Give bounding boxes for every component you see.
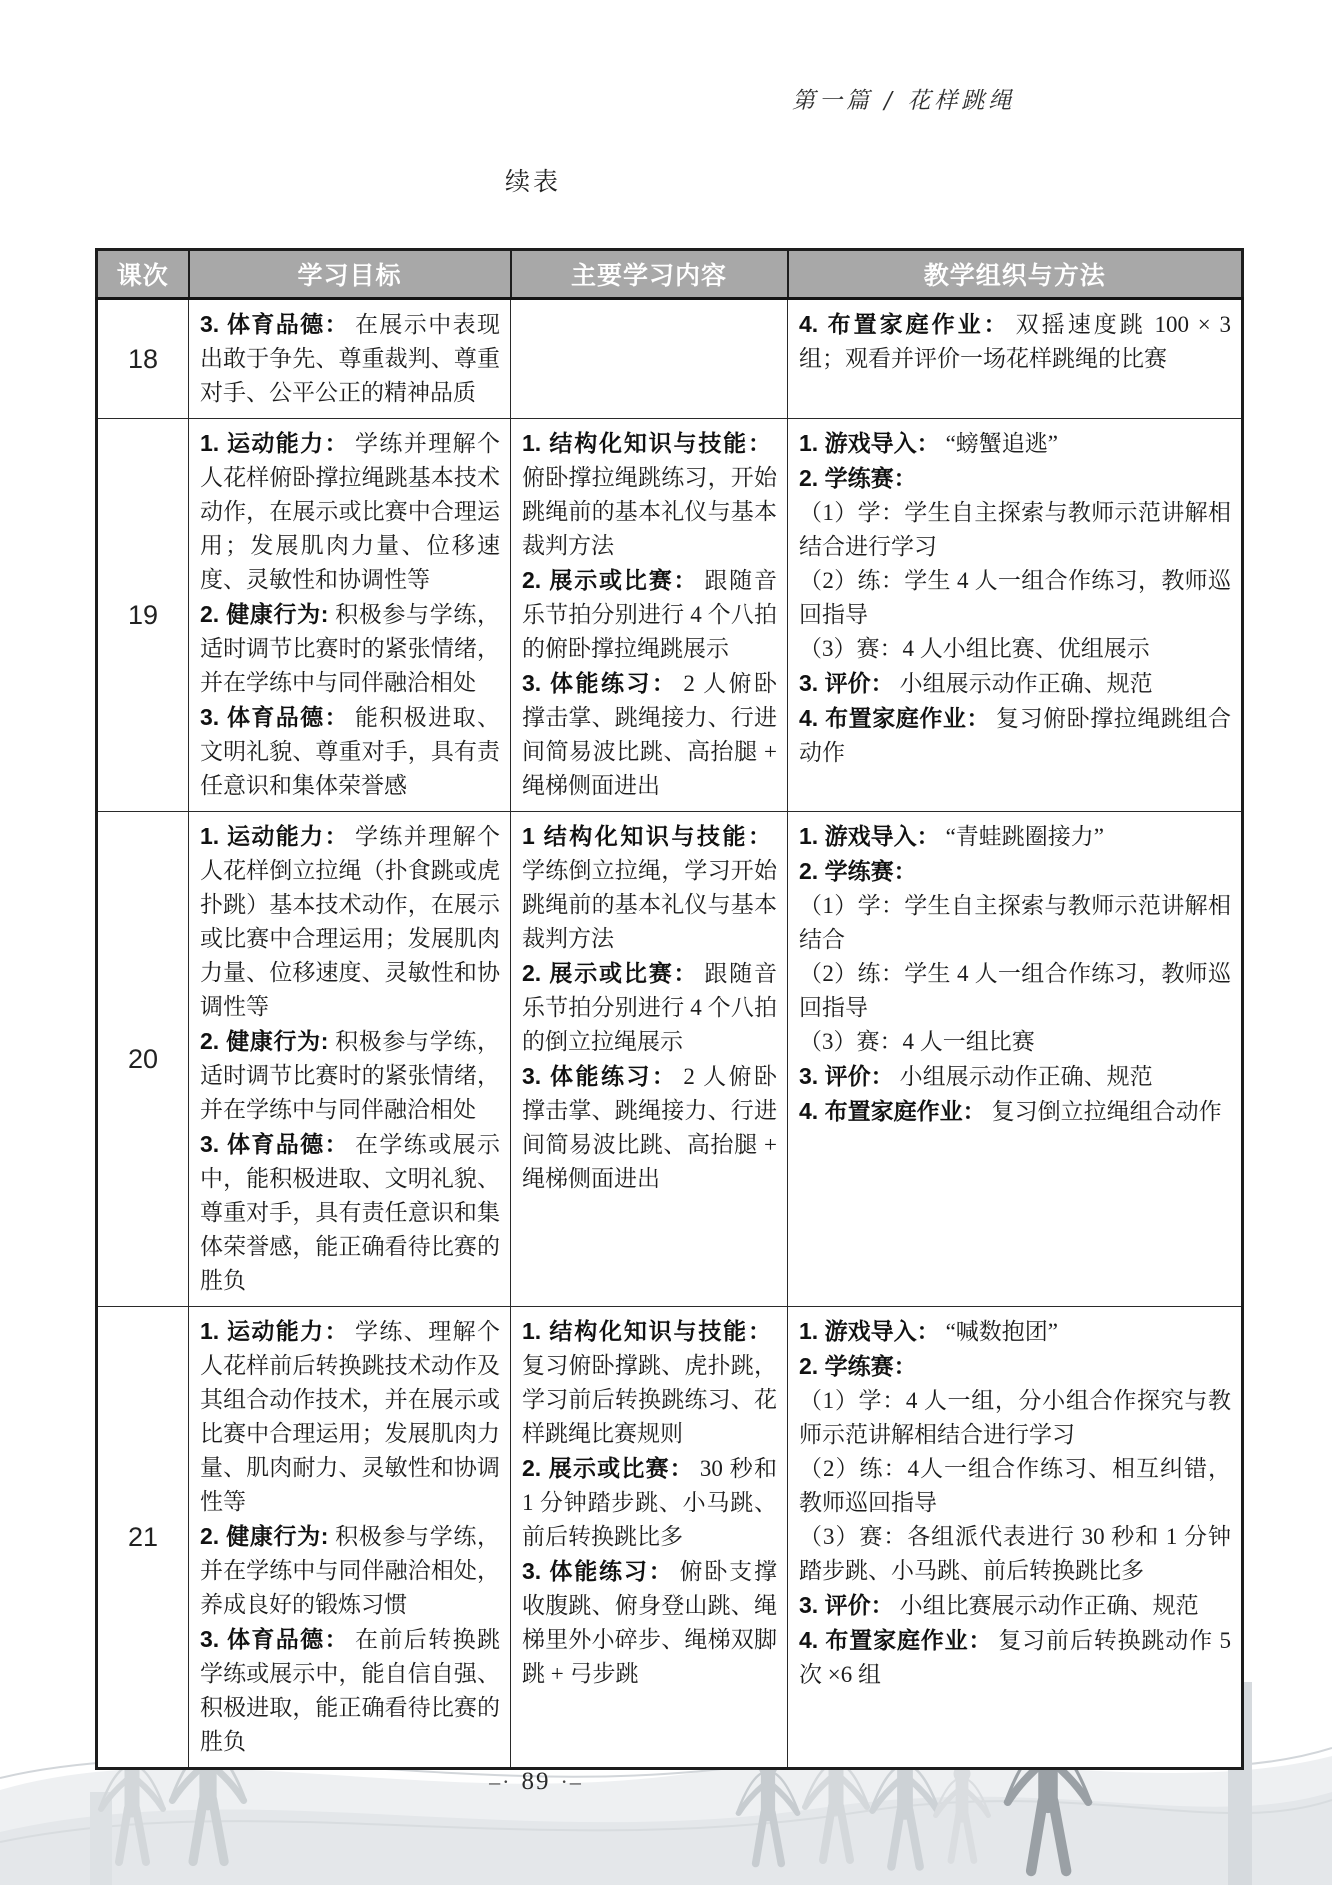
objectives-cell [189,299,511,419]
paragraph: 3. 评价： 小组比赛展示动作正确、规范 [799,1592,1199,1618]
paragraph: 3. 体育品德： 在学练或展示中，能积极进取、文明礼貌、尊重对手，具有责任意识和集体荣誉感，能正确看待比赛的胜负 [200,1131,500,1293]
paragraph: 4. 布置家庭作业： 复习俯卧撑拉绳跳组合动作 [799,705,1232,765]
paragraph: 4. 布置家庭作业： 复习前后转换跳动作 5 次 ×6 组 [799,1627,1232,1687]
paragraph: 2. 展示或比赛： 跟随音乐节拍分别进行 4 个八拍的倒立拉绳展示 [522,960,778,1054]
running-title: 第一篇 / 花样跳绳 [792,88,1016,114]
table-row [97,299,1243,419]
table-caption: 续表 [505,169,562,196]
paragraph: （1）学：学生自主探索与教师示范讲解相结合 [799,893,1231,952]
paragraph: 1. 运动能力： 学练、理解个人花样前后转换跳技术动作及其组合动作技术，并在展示或比赛中合理运用；发展肌肉力量、肌肉耐力、灵敏性和协调性等 [200,1318,500,1514]
content-cell [511,299,788,419]
column-header-content: 主要学习内容 [511,250,788,299]
paragraph: （2）练：4人一组合作练习、相互纠错，教师巡回指导 [799,1456,1231,1515]
paragraph: 3. 体育品德： 能积极进取、文明礼貌、尊重对手，具有责任意识和集体荣誉感 [200,704,500,798]
paragraph: 2. 展示或比赛： 30 秒和 1 分钟踏步跳、小马跳、前后转换跳比多 [522,1455,777,1549]
lesson-number: 20 [97,812,189,1307]
paragraph: 3. 评价： 小组展示动作正确、规范 [799,1063,1153,1089]
paragraph: 4. 布置家庭作业： 复习倒立拉绳组合动作 [799,1098,1222,1124]
objectives-cell [189,812,511,1307]
paragraph: 2. 健康行为: 积极参与学练，适时调节比赛时的紧张情绪，并在学练中与同伴融洽相处 [200,601,500,695]
paragraph: （1）学：4 人一组，分小组合作探究与教师示范讲解相结合进行学习 [799,1388,1231,1447]
methods-cell [788,812,1243,1307]
content-cell [511,1307,788,1769]
page-number-value: 89 [521,1768,551,1795]
lesson-number: 19 [97,419,189,812]
table-header [97,250,1243,299]
paragraph: 2. 学练赛： [799,858,917,884]
paragraph: 3. 体能练习： 2 人俯卧撑击掌、跳绳接力、行进间简易波比跳、高抬腿 + 绳梯侧面进出 [522,1063,778,1191]
content-cell [511,419,788,812]
paragraph: （3）赛：4 人一组比赛 [799,1029,1035,1054]
paragraph: 3. 评价： 小组展示动作正确、规范 [799,670,1153,696]
paragraph: 1. 运动能力： 学练并理解个人花样倒立拉绳（扑食跳或虎扑跳）基本技术动作，在展示或比赛中合理运用；发展肌肉力量、位移速度、灵敏性和协调性等 [200,823,500,1019]
paragraph: 3. 体能练习： 2 人俯卧撑击掌、跳绳接力、行进间简易波比跳、高抬腿 + 绳梯侧面进出 [522,670,778,798]
table-row [97,812,1243,1307]
paragraph: 3. 体育品德： 在展示中表现出敢于争先、尊重裁判、尊重对手、公平公正的精神品质 [200,311,500,405]
paragraph: （3）赛：各组派代表进行 30 秒和 1 分钟踏步跳、小马跳、前后转换跳比多 [799,1524,1231,1583]
page-number-ornament: –· [489,1769,512,1794]
methods-cell [788,419,1243,812]
paragraph: 2. 健康行为: 积极参与学练，适时调节比赛时的紧张情绪，并在学练中与同伴融洽相处 [200,1028,500,1122]
paragraph: 2. 健康行为: 积极参与学练，并在学练中与同伴融洽相处，养成良好的锻炼习惯 [200,1523,500,1617]
paragraph: （3）赛：4 人小组比赛、优组展示 [799,636,1150,661]
column-header-methods: 教学组织与方法 [788,250,1243,299]
paragraph: 3. 体能练习： 俯卧支撑收腹跳、俯身登山跳、绳梯里外小碎步、绳梯双脚跳 + 弓步跳 [522,1558,778,1686]
paragraph: （1）学：学生自主探索与教师示范讲解相结合进行学习 [799,500,1231,559]
paragraph: 1. 游戏导入： “青蛙跳圈接力” [799,823,1104,849]
table-body [97,299,1243,1769]
lesson-number: 21 [97,1307,189,1769]
content-cell [511,812,788,1307]
paragraph: （2）练：学生 4 人一组合作练习，教师巡回指导 [799,961,1231,1020]
lesson-number: 18 [97,299,189,419]
objectives-cell [189,1307,511,1769]
table-row [97,1307,1243,1769]
paragraph: 1 结构化知识与技能：学练倒立拉绳，学习开始跳绳前的基本礼仪与基本裁判方法 [522,823,777,951]
paragraph: 2. 学练赛： [799,465,917,491]
paragraph: 3. 体育品德： 在前后转换跳学练或展示中，能自信自强、积极进取，能正确看待比赛的胜负 [200,1626,500,1754]
paragraph: 1. 游戏导入： “喊数抱团” [799,1318,1058,1344]
paragraph: 1. 结构化知识与技能：俯卧撑拉绳跳练习，开始跳绳前的基本礼仪与基本裁判方法 [522,430,777,558]
paragraph: 1. 结构化知识与技能：复习俯卧撑跳、虎扑跳，学习前后转换跳练习、花样跳绳比赛规则 [522,1318,777,1446]
column-header-lesson: 课次 [97,250,189,299]
paragraph: 1. 运动能力： 学练并理解个人花样俯卧撑拉绳跳基本技术动作，在展示或比赛中合理运用；发展肌肉力量、位移速度、灵敏性和协调性等 [200,430,500,592]
lesson-plan-table [95,248,1244,1770]
paragraph: 4. 布置家庭作业： 双摇速度跳 100 × 3 组；观看并评价一场花样跳绳的比赛 [799,311,1231,371]
paragraph: 2. 展示或比赛： 跟随音乐节拍分别进行 4 个八拍的俯卧撑拉绳跳展示 [522,567,778,661]
methods-cell [788,1307,1243,1769]
paragraph: 2. 学练赛： [799,1353,917,1379]
paragraph: （2）练：学生 4 人一组合作练习，教师巡回指导 [799,568,1231,627]
column-header-objectives: 学习目标 [189,250,511,299]
objectives-cell [189,419,511,812]
paragraph: 1. 游戏导入： “螃蟹追逃” [799,430,1058,456]
page-number-ornament: ·– [560,1769,583,1794]
methods-cell [788,299,1243,419]
table-row [97,419,1243,812]
page-number [430,1768,642,1796]
